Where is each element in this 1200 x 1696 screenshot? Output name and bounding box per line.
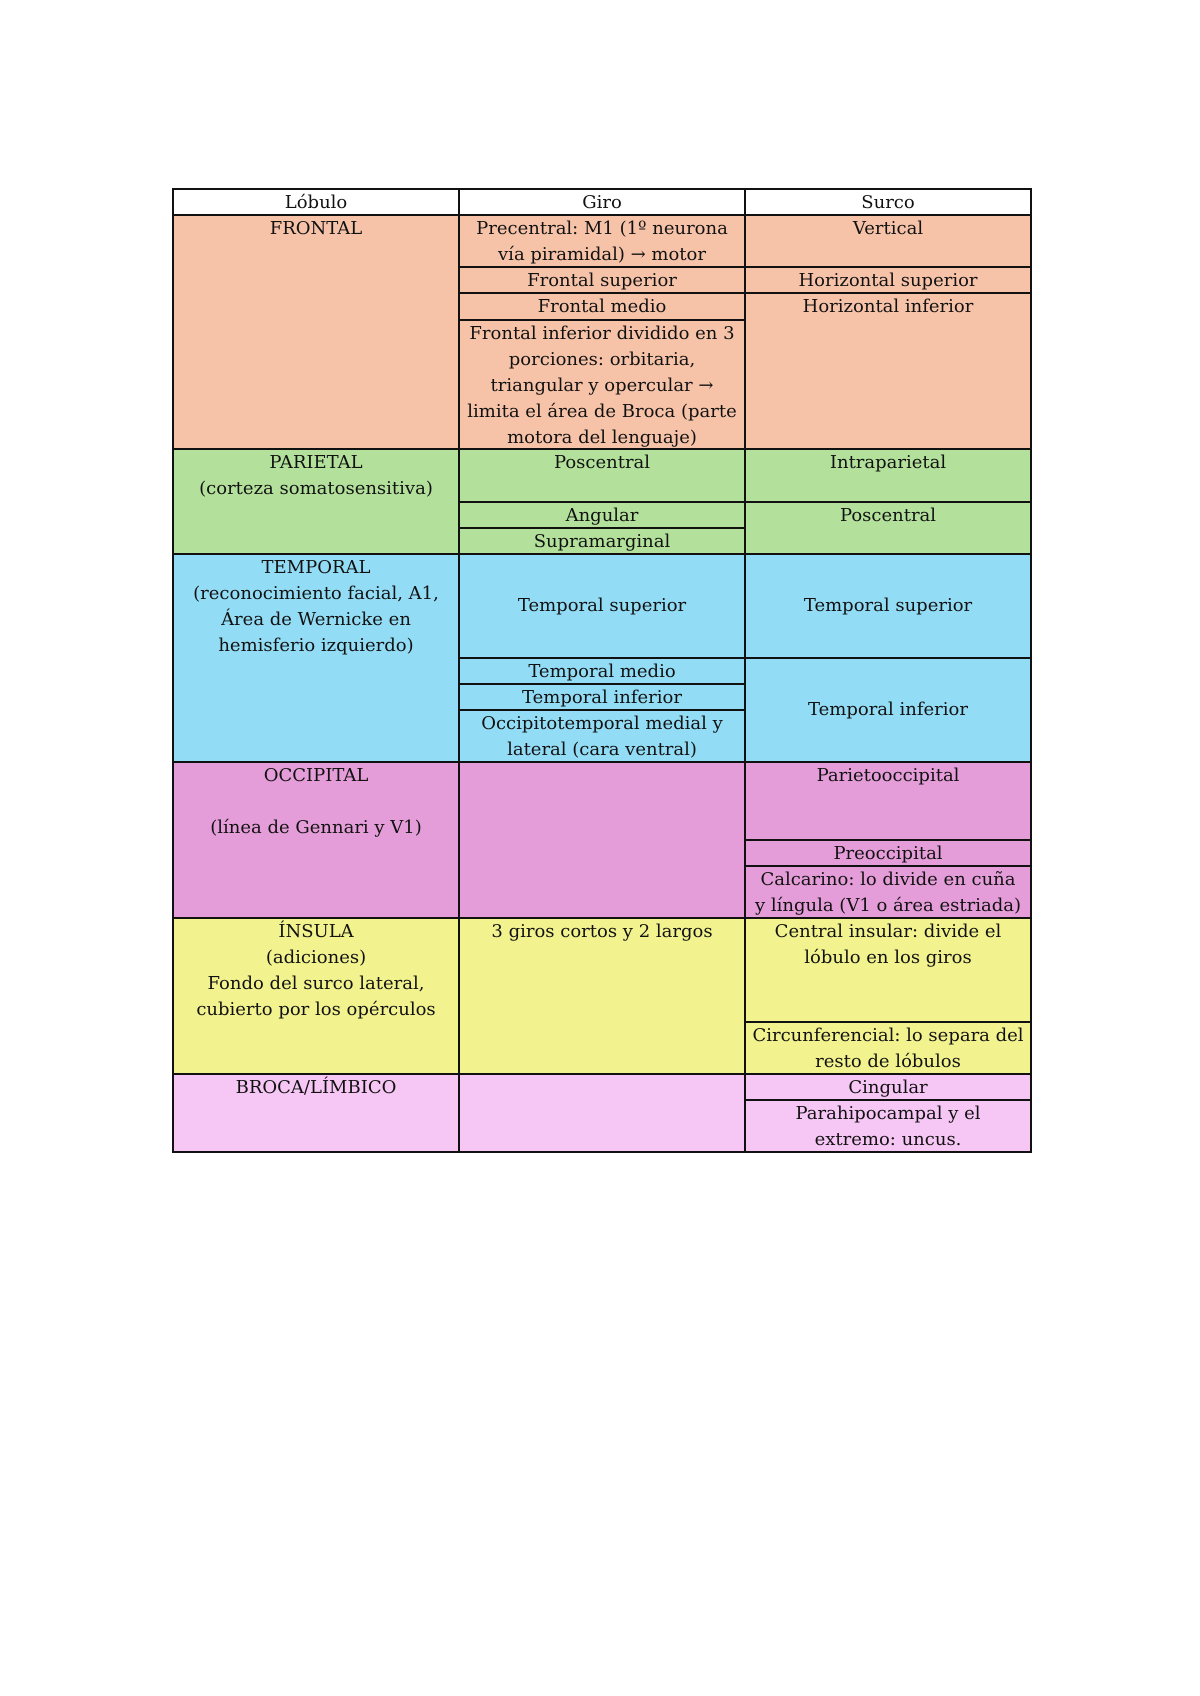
frontal-giro-medio-text: Frontal medio <box>537 296 667 317</box>
parietal-lobulo-l1: PARIETAL <box>269 452 363 473</box>
occipital-lobulo <box>172 761 460 919</box>
insula-surco-circunferencial <box>744 1021 1032 1075</box>
broca-surco-cingular-text: Cingular <box>848 1077 928 1098</box>
occipital-surco-parietooccipital-text: Parietooccipital <box>816 765 960 786</box>
frontal-surco-h-inferior <box>744 292 1032 450</box>
frontal-surco-vertical <box>744 214 1032 268</box>
temporal-giro-superior-text: Temporal superior <box>517 595 687 616</box>
insula-lobulo-l3: Fondo del surco lateral, <box>207 973 425 994</box>
frontal-giro-superior <box>458 266 746 294</box>
insula-surco-central-l2: lóbulo en los giros <box>804 947 972 968</box>
broca-lobulo <box>172 1073 460 1153</box>
occipital-surco-calcarino-l1: Calcarino: lo divide en cuña <box>760 869 1016 890</box>
temporal-giro-superior <box>458 553 746 659</box>
frontal-lobulo <box>172 214 460 450</box>
frontal-surco-h-inferior-text: Horizontal inferior <box>802 296 974 317</box>
temporal-lobulo <box>172 553 460 763</box>
insula-lobulo <box>172 917 460 1075</box>
broca-surco-parahipocampal-l1: Parahipocampal y el <box>795 1103 981 1124</box>
insula-surco-circunferencial-l1: Circunferencial: lo separa del <box>752 1025 1024 1046</box>
header-lobulo <box>172 188 460 216</box>
parietal-surco-intraparietal-text: Intraparietal <box>829 452 947 473</box>
parietal-surco-intraparietal <box>744 448 1032 503</box>
temporal-giro-occipitotemporal <box>458 709 746 763</box>
frontal-giro-superior-text: Frontal superior <box>527 270 677 291</box>
frontal-giro-precentral <box>458 214 746 268</box>
occipital-surco-preoccipital <box>744 839 1032 867</box>
header-giro-text: Giro <box>582 192 622 213</box>
frontal-giro-inferior-l2: porciones: orbitaria, <box>508 349 696 370</box>
parietal-giro-supramarginal-text: Supramarginal <box>533 531 671 552</box>
temporal-giro-inferior <box>458 683 746 711</box>
header-lobulo-text: Lóbulo <box>284 192 348 213</box>
frontal-giro-inferior-l4: limita el área de Broca (parte <box>467 401 737 422</box>
occipital-giro-empty <box>458 761 746 919</box>
insula-giros <box>458 917 746 1075</box>
frontal-surco-h-superior-text: Horizontal superior <box>798 270 978 291</box>
broca-surco-parahipocampal <box>744 1099 1032 1153</box>
temporal-surco-superior <box>744 553 1032 659</box>
temporal-giro-occipitotemporal-l2: lateral (cara ventral) <box>507 739 697 760</box>
insula-surco-central <box>744 917 1032 1023</box>
insula-lobulo-l2: (adiciones) <box>265 947 367 968</box>
occipital-lobulo-l2: (línea de Gennari y V1) <box>210 817 422 838</box>
frontal-giro-inferior <box>458 319 746 450</box>
header-surco-text: Surco <box>861 192 915 213</box>
parietal-giro-supramarginal <box>458 527 746 555</box>
temporal-giro-inferior-text: Temporal inferior <box>522 687 682 708</box>
header-surco <box>744 188 1032 216</box>
parietal-giro-angular <box>458 501 746 529</box>
temporal-lobulo-l1: TEMPORAL <box>261 557 371 578</box>
occipital-surco-calcarino-l2: y língula (V1 o área estriada) <box>754 895 1021 916</box>
occipital-lobulo-l1: OCCIPITAL <box>263 765 369 786</box>
parietal-giro-poscentral <box>458 448 746 503</box>
insula-lobulo-l4: cubierto por los opérculos <box>196 999 436 1020</box>
frontal-giro-inferior-l5: motora del lenguaje) <box>507 427 697 448</box>
frontal-giro-precentral-l1: Precentral: M1 (1º neurona <box>476 218 728 239</box>
broca-lobulo-text: BROCA/LÍMBICO <box>235 1077 397 1098</box>
frontal-giro-precentral-l2: vía piramidal) → motor <box>498 244 706 265</box>
temporal-lobulo-l3: Área de Wernicke en <box>221 609 411 630</box>
parietal-lobulo <box>172 448 460 555</box>
parietal-giro-poscentral-text: Poscentral <box>553 452 651 473</box>
occipital-surco-calcarino <box>744 865 1032 919</box>
temporal-surco-inferior-text: Temporal inferior <box>808 699 968 720</box>
broca-surco-parahipocampal-l2: extremo: uncus. <box>814 1129 962 1150</box>
occipital-surco-parietooccipital <box>744 761 1032 841</box>
occipital-lobulo-gap <box>180 789 452 815</box>
frontal-giro-inferior-l1: Frontal inferior dividido en 3 <box>469 323 735 344</box>
occipital-surco-preoccipital-text: Preoccipital <box>833 843 943 864</box>
insula-lobulo-l1: ÍNSULA <box>278 921 354 942</box>
broca-surco-cingular <box>744 1073 1032 1101</box>
temporal-lobulo-l4: hemisferio izquierdo) <box>218 635 414 656</box>
parietal-lobulo-l2: (corteza somatosensitiva) <box>199 478 433 499</box>
frontal-surco-vertical-text: Vertical <box>852 218 924 239</box>
insula-surco-central-l1: Central insular: divide el <box>774 921 1002 942</box>
frontal-lobulo-text: FRONTAL <box>269 218 363 239</box>
parietal-surco-poscentral-text: Poscentral <box>839 505 937 526</box>
temporal-giro-occipitotemporal-l1: Occipitotemporal medial y <box>481 713 723 734</box>
header-giro <box>458 188 746 216</box>
temporal-giro-medio-text: Temporal medio <box>528 661 676 682</box>
parietal-surco-poscentral <box>744 501 1032 555</box>
frontal-giro-inferior-l3: triangular y opercular → <box>490 375 714 396</box>
insula-giros-text: 3 giros cortos y 2 largos <box>491 921 713 942</box>
temporal-surco-inferior <box>744 657 1032 763</box>
frontal-giro-medio <box>458 292 746 321</box>
insula-surco-circunferencial-l2: resto de lóbulos <box>815 1051 961 1072</box>
broca-giro-empty <box>458 1073 746 1153</box>
temporal-lobulo-l2: (reconocimiento facial, A1, <box>193 583 439 604</box>
temporal-surco-superior-text: Temporal superior <box>803 595 973 616</box>
temporal-giro-medio <box>458 657 746 685</box>
frontal-surco-h-superior <box>744 266 1032 294</box>
parietal-giro-angular-text: Angular <box>565 505 639 526</box>
